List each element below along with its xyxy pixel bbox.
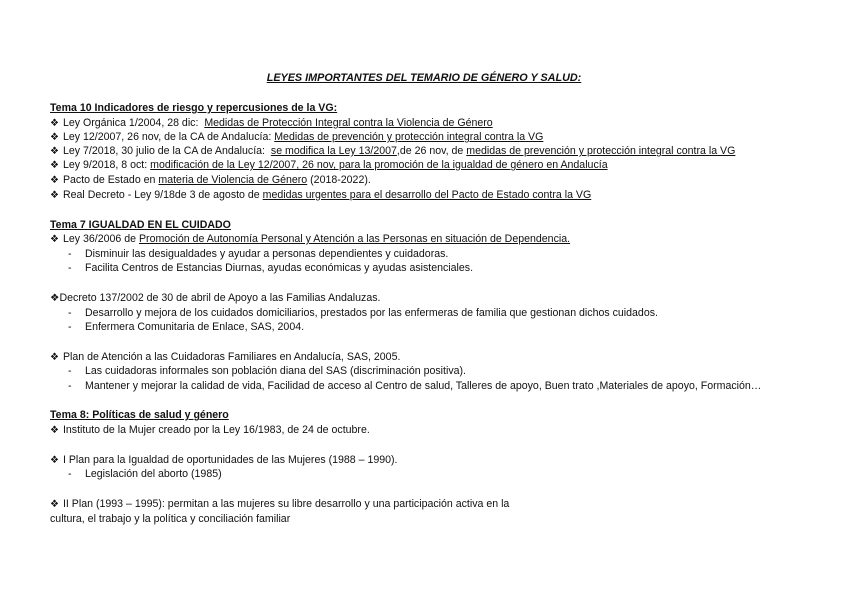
sub-list-item: - Las cuidadoras informales son población diana del SAS (discriminación positiva).	[68, 365, 466, 377]
diamond-bullet-icon: ❖	[50, 455, 59, 466]
diamond-bullet-icon: ❖	[50, 132, 59, 143]
list-item: ❖ Real Decreto - Ley 9/18de 3 de agosto de medidas urgentes para el desarrollo del Pacto de Estado contra la VG	[50, 189, 592, 201]
list-item: ❖ II Plan (1993 – 1995): permitan a las mujeres su libre desarrollo y una participación activa en la	[50, 498, 510, 510]
sub-list-item: - Enfermera Comunitaria de Enlace, SAS, 2004.	[68, 321, 305, 333]
dash-bullet-icon: -	[68, 365, 72, 377]
list-item: ❖ Instituto de la Mujer creado por la Ley 16/1983, de 24 de octubre.	[50, 424, 370, 436]
diamond-bullet-icon: ❖	[50, 190, 59, 201]
section-heading-tema-8: Tema 8: Políticas de salud y género	[50, 409, 229, 421]
sub-list-item: - Facilita Centros de Estancias Diurnas, ayudas económicas y ayudas asistenciales.	[68, 262, 474, 274]
list-item: ❖ Ley 12/2007, 26 nov, de la CA de Andalucía: Medidas de prevención y protección integral contra la VG	[50, 131, 544, 143]
dash-bullet-icon: -	[68, 262, 72, 274]
diamond-bullet-icon: ❖	[50, 499, 59, 510]
dash-bullet-icon: -	[68, 307, 72, 319]
list-item: ❖ Pacto de Estado en materia de Violencia de Género (2018-2022).	[50, 174, 371, 186]
document-title: LEYES IMPORTANTES DEL TEMARIO DE GÉNERO Y SALUD:	[266, 72, 582, 84]
list-item: ❖ Ley 36/2006 de Promoción de Autonomía Personal y Atención a las Personas en situación de Dependencia.	[50, 233, 571, 245]
sub-list-item: - Legislación del aborto (1985)	[68, 468, 222, 480]
diamond-bullet-icon: ❖	[50, 292, 60, 304]
dash-bullet-icon: -	[68, 468, 72, 480]
dash-bullet-icon: -	[68, 248, 72, 260]
sub-list-item: - Desarrollo y mejora de los cuidados domiciliarios, prestados por las enfermeras de familia que gestionan dichos cuidados.	[68, 307, 658, 319]
diamond-bullet-icon: ❖	[50, 175, 59, 186]
dash-bullet-icon: -	[68, 380, 72, 392]
diamond-bullet-icon: ❖	[50, 234, 59, 245]
list-item: ❖ Ley 9/2018, 8 oct: modificación de la Ley 12/2007, 26 nov, para la promoción de la igualdad de género en Andalucía	[50, 159, 608, 171]
sub-list-item: - Disminuir las desigualdades y ayudar a personas dependientes y cuidadoras.	[68, 248, 449, 260]
list-item: ❖ Ley Orgánica 1/2004, 28 dic: Medidas de Protección Integral contra la Violencia de Género	[50, 117, 493, 129]
list-item: ❖ Ley 7/2018, 30 julio de la CA de Andalucía: se modifica la Ley 13/2007,de 26 nov, de medidas de prevención y protección integral contra la VG	[50, 145, 736, 157]
section-heading-tema-7: Tema 7 IGUALDAD EN EL CUIDADO	[50, 219, 231, 231]
list-item-continuation: cultura, el trabajo y la política y conciliación familiar	[50, 513, 291, 525]
section-heading-tema-10: Tema 10 Indicadores de riesgo y repercusiones de la VG:	[50, 102, 338, 114]
dash-bullet-icon: -	[68, 321, 72, 333]
diamond-bullet-icon: ❖	[50, 118, 59, 129]
list-item: ❖Decreto 137/2002 de 30 de abril de Apoyo a las Familias Andaluzas.	[50, 292, 381, 304]
diamond-bullet-icon: ❖	[50, 146, 59, 157]
sub-list-item: - Mantener y mejorar la calidad de vida, Facilidad de acceso al Centro de salud, Talleres de apoyo, Buen trato ,Materiales de apoyo, Formación…	[68, 380, 762, 392]
list-item: ❖ Plan de Atención a las Cuidadoras Familiares en Andalucía, SAS, 2005.	[50, 351, 401, 363]
list-item: ❖ I Plan para la Igualdad de oportunidades de las Mujeres (1988 – 1990).	[50, 454, 398, 466]
diamond-bullet-icon: ❖	[50, 425, 59, 436]
diamond-bullet-icon: ❖	[50, 160, 59, 171]
diamond-bullet-icon: ❖	[50, 352, 59, 363]
